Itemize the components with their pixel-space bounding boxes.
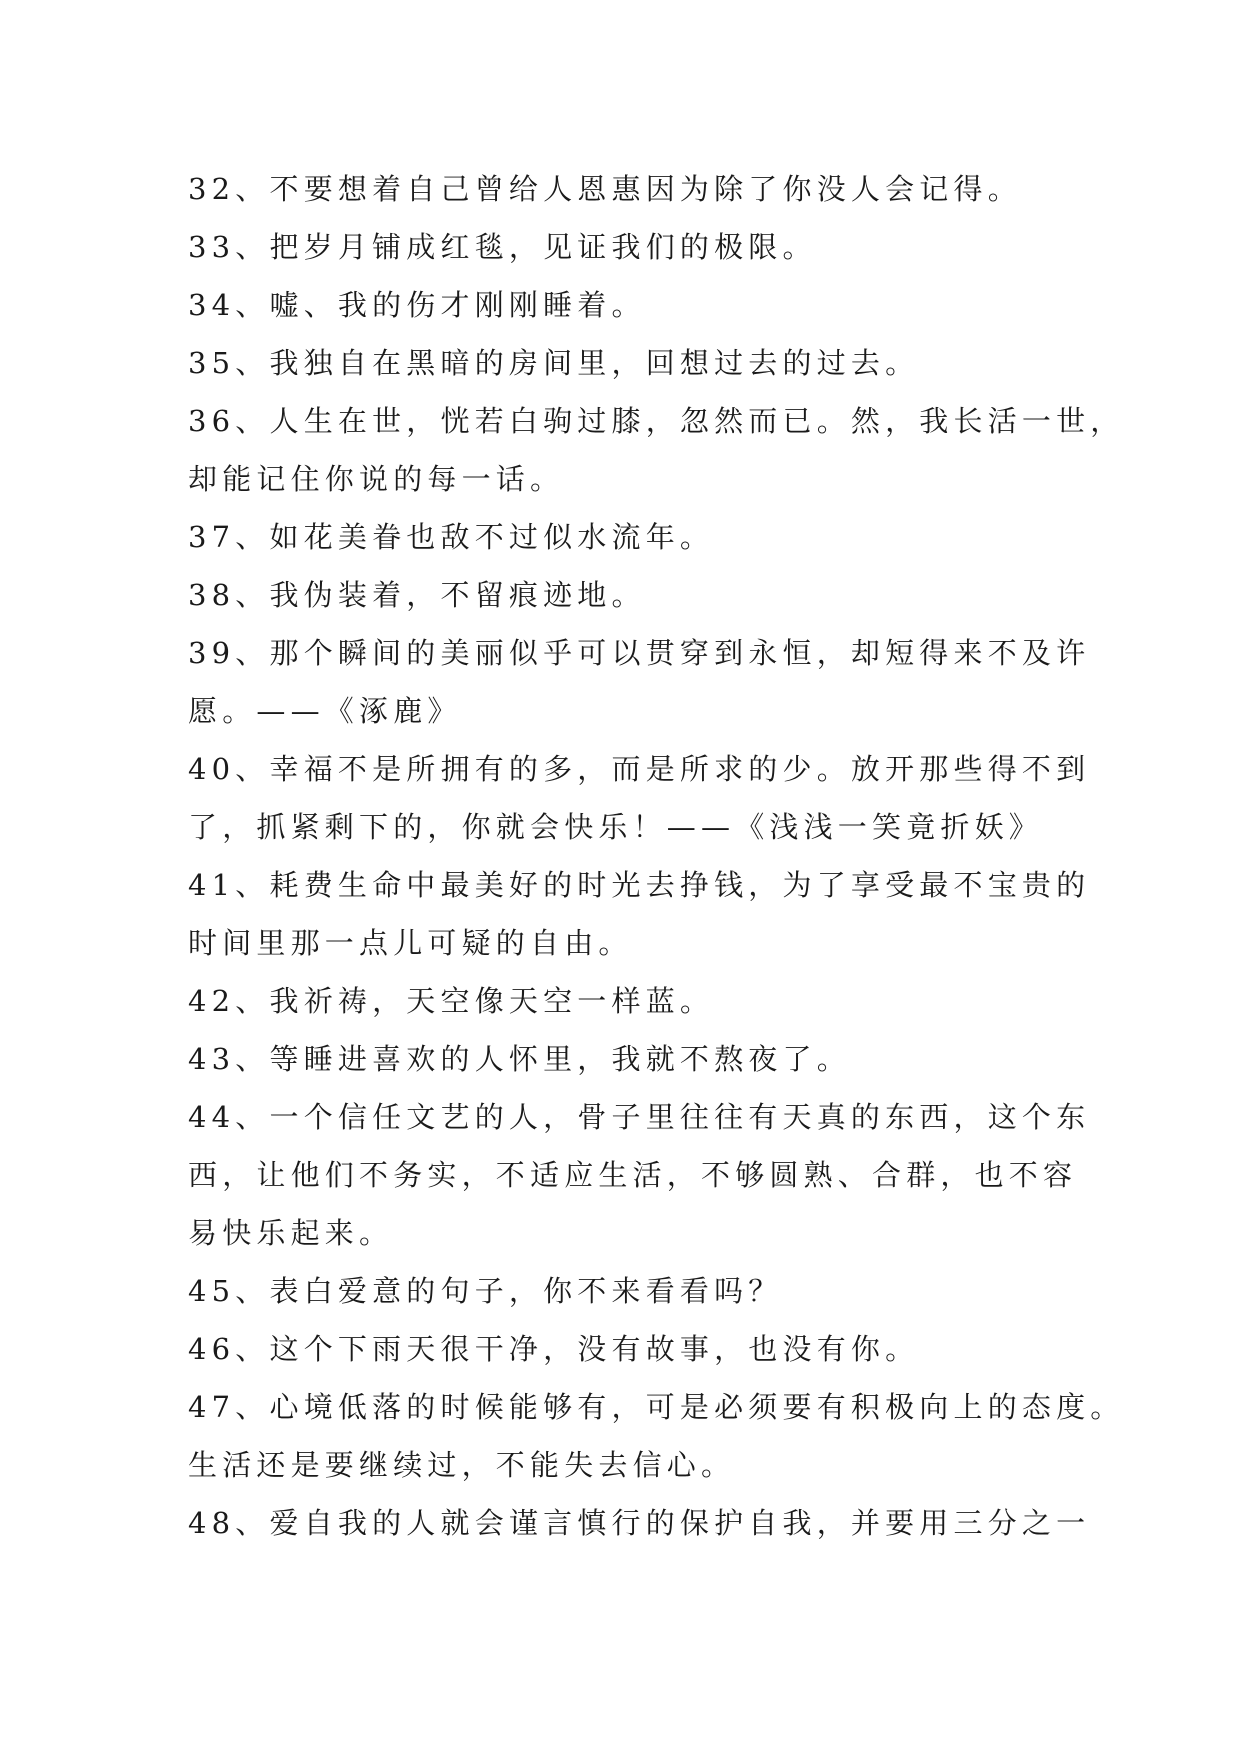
text-line: 生活还是要继续过，不能失去信心。	[188, 1448, 736, 1482]
text-line: 了，抓紧剩下的，你就会快乐！——《浅浅一笑竟折妖》	[188, 810, 1044, 844]
text-line: 46、这个下雨天很干净，没有故事，也没有你。	[188, 1332, 920, 1366]
text-line: 35、我独自在黑暗的房间里，回想过去的过去。	[188, 346, 920, 380]
text-line: 34、嘘、我的伤才刚刚睡着。	[188, 288, 646, 322]
text-line: 44、一个信任文艺的人，骨子里往往有天真的东西，这个东	[188, 1100, 1091, 1134]
text-line: 48、爱自我的人就会谨言慎行的保护自我，并要用三分之一	[188, 1506, 1091, 1540]
text-line: 却能记住你说的每一话。	[188, 462, 565, 496]
text-line: 愿。——《涿鹿》	[188, 694, 462, 728]
text-line: 42、我祈祷，天空像天空一样蓝。	[188, 984, 715, 1018]
text-line: 39、那个瞬间的美丽似乎可以贯穿到永恒，却短得来不及许	[188, 636, 1091, 670]
quote-list	[188, 160, 1125, 1552]
text-line: 40、幸福不是所拥有的多，而是所求的少。放开那些得不到	[188, 752, 1091, 786]
text-line: 41、耗费生命中最美好的时光去挣钱，为了享受最不宝贵的	[188, 868, 1091, 902]
text-line: 36、人生在世，恍若白驹过膝，忽然而已。然，我长活一世，	[188, 404, 1125, 438]
text-line: 43、等睡进喜欢的人怀里，我就不熬夜了。	[188, 1042, 851, 1076]
text-line: 33、把岁月铺成红毯，见证我们的极限。	[188, 230, 817, 264]
text-line: 38、我伪装着，不留痕迹地。	[188, 578, 646, 612]
text-line: 时间里那一点儿可疑的自由。	[188, 926, 633, 960]
text-line: 西，让他们不务实，不适应生活，不够圆熟、合群，也不容	[188, 1158, 1078, 1192]
text-line: 47、心境低落的时候能够有，可是必须要有积极向上的态度。	[188, 1390, 1125, 1424]
text-line: 45、表白爱意的句子，你不来看看吗？	[188, 1274, 783, 1308]
text-line: 32、不要想着自己曾给人恩惠因为除了你没人会记得。	[188, 172, 1022, 206]
text-line: 易快乐起来。	[188, 1216, 394, 1250]
text-line: 37、如花美眷也敌不过似水流年。	[188, 520, 715, 554]
